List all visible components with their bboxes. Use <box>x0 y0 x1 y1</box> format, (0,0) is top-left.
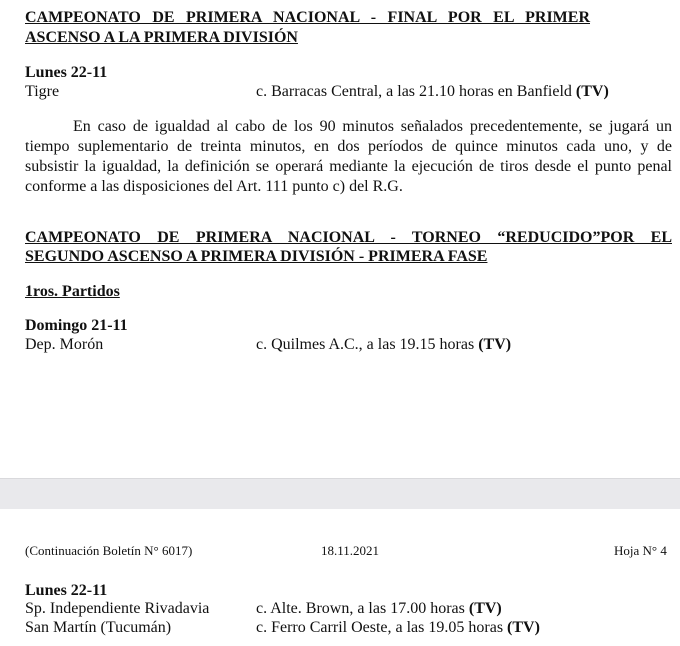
match-row-home: Sp. Independiente Rivadavia <box>25 600 210 617</box>
page-two <box>0 509 680 646</box>
page-break <box>0 478 680 510</box>
bulletin-date: 18.11.2021 <box>321 543 380 558</box>
match-row-details <box>256 600 502 618</box>
note-line-4: conforme a las disposiciones del Art. 111 punto c) del R.G. <box>25 178 403 195</box>
match-row-text: c. Ferro Carril Oeste, a las 19.05 horas <box>256 619 504 636</box>
note-line-3: subsistir la igualdad, la definición se operará mediante la ejecución de tiros desde el punto penal <box>25 158 672 175</box>
section1-date: Lunes 22-11 <box>25 64 108 81</box>
section2-match-text: c. Quilmes A.C., a las 19.15 horas <box>256 336 475 353</box>
section1-title-line2: ASCENSO A LA PRIMERA DIVISIÓN <box>25 29 298 46</box>
tv-badge: (TV) <box>468 600 502 617</box>
section2-home-team: Dep. Morón <box>25 336 104 353</box>
page2-date: Lunes 22-11 <box>25 582 108 599</box>
match-row-home: San Martín (Tucumán) <box>25 619 172 636</box>
match-row-details <box>256 619 540 637</box>
section2-subtitle: 1ros. Partidos <box>25 283 120 300</box>
sheet-number: Hoja N° 4 <box>614 543 667 558</box>
section2-title-line2: SEGUNDO ASCENSO A PRIMERA DIVISIÓN - PRIMERA FASE <box>25 248 488 265</box>
tiebreak-note <box>25 117 672 197</box>
note-line-2: tiempo suplementario de treinta minutos, en dos períodos de quince minutos cada uno, y de <box>25 138 672 155</box>
tv-badge: (TV) <box>575 83 609 100</box>
continuation-label: (Continuación Boletín N° 6017) <box>25 543 193 558</box>
section2-title-line1: CAMPEONATO DE PRIMERA NACIONAL - TORNEO “REDUCIDO”POR EL <box>25 229 672 246</box>
match-row-text: c. Alte. Brown, a las 17.00 horas <box>256 600 465 617</box>
note-line-1: En caso de igualdad al cabo de los 90 minutos señalados precedentemente, se jugará un <box>73 118 672 135</box>
tv-badge: (TV) <box>507 619 540 636</box>
section1-title-line1: CAMPEONATO DE PRIMERA NACIONAL - FINAL POR EL PRIMER <box>25 9 590 26</box>
section1-match-details <box>256 83 609 101</box>
section1-match-text: c. Barracas Central, a las 21.10 horas en Banfield <box>256 83 572 100</box>
section2-match-details <box>256 336 511 354</box>
section2-date: Domingo 21-11 <box>25 317 128 334</box>
tv-badge: (TV) <box>478 336 512 353</box>
section1-home-team: Tigre <box>25 83 60 100</box>
